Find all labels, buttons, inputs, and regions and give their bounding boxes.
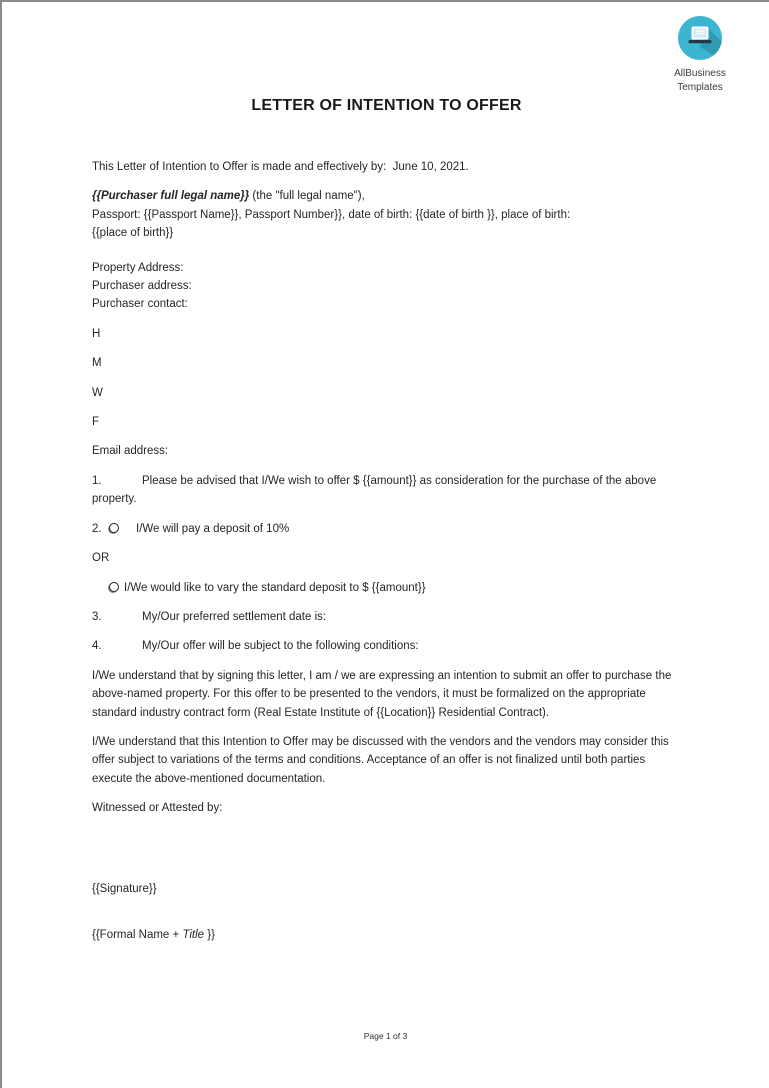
signature-placeholder: {{Signature}} xyxy=(92,882,157,895)
item-3-text: My/Our preferred settlement date is: xyxy=(142,610,327,623)
email-address-label: Email address: xyxy=(92,445,169,458)
radio-circle-icon xyxy=(109,523,119,533)
alt-deposit-text: I/We would like to vary the standard deposit to $ {{amount}} xyxy=(124,581,426,594)
list-item-4 xyxy=(92,637,681,655)
contact-home-label: H xyxy=(92,327,101,340)
logo-brand-line1: AllBusiness xyxy=(674,68,726,80)
paragraph-discussion: I/We understand that this Intention to Offer may be discussed with the vendors and the vendors may consider this offer subject to variations of the terms and conditions. Acceptance of an offer is not finalized until both parties execute the above-mentioned documentation. xyxy=(92,735,669,785)
list-item-2 xyxy=(92,520,681,538)
formal-name-title-italic: Title xyxy=(182,928,205,941)
purchaser-identity-block xyxy=(92,187,681,242)
laptop-icon xyxy=(678,16,722,60)
purchaser-name-line xyxy=(92,187,681,205)
item-3-number: 3. xyxy=(92,610,102,623)
or-separator: OR xyxy=(92,552,110,565)
formal-name-suffix: }} xyxy=(204,928,215,941)
page-number-indicator: Page 1 of 3 xyxy=(363,1031,408,1041)
purchaser-name-placeholder: {{Purchaser full legal name}} xyxy=(92,190,250,203)
intro-line: This Letter of Intention to Offer is made and effectively by: June 10, 2021. xyxy=(92,161,469,173)
formal-name-line xyxy=(92,926,681,944)
alt-deposit-option xyxy=(92,579,681,597)
place-of-birth-placeholder: {{place of birth}} xyxy=(92,227,174,240)
purchaser-address-label: Purchaser address: xyxy=(92,280,192,293)
logo-brand-line2: Templates xyxy=(677,81,723,93)
radio-circle-icon xyxy=(109,582,119,592)
list-item-3 xyxy=(92,608,681,626)
item-1-text: Please be advised that I/We wish to offer $ {{amount}} as consideration for the purchase of the above property. xyxy=(92,474,657,506)
item-2-text: I/We will pay a deposit of 10% xyxy=(136,522,290,535)
list-item-1 xyxy=(92,472,681,509)
contact-fax-label: F xyxy=(92,416,100,429)
contact-work-label: W xyxy=(92,386,103,399)
item-2-number: 2. xyxy=(92,522,102,535)
page-title: LETTER OF INTENTION TO OFFER xyxy=(251,97,522,114)
paragraph-intention: I/We understand that by signing this letter, I am / we are expressing an intention to submit an offer to purchase the above-named property. For this offer to be presented to the vendors, it must be formalized on the appropriate standard industry contract form (Real Estate Institute of {{Location}} Residential Contract). xyxy=(92,669,672,719)
address-block xyxy=(92,259,681,314)
item-4-text: My/Our offer will be subject to the following conditions: xyxy=(142,640,419,653)
purchaser-name-suffix: (the "full legal name"), xyxy=(249,190,365,203)
contact-mobile-label: M xyxy=(92,357,102,370)
purchaser-contact-label: Purchaser contact: xyxy=(92,298,188,311)
property-address-label: Property Address: xyxy=(92,261,184,274)
witnessed-label: Witnessed or Attested by: xyxy=(92,802,223,815)
allbusiness-templates-logo xyxy=(665,16,735,93)
passport-line: Passport: {{Passport Name}}, Passport Number}}, date of birth: {{date of birth }}, place of birth: xyxy=(92,208,571,221)
item-1-number: 1. xyxy=(92,474,102,487)
item-4-number: 4. xyxy=(92,640,102,653)
formal-name-prefix: {{Formal Name + xyxy=(92,928,183,941)
